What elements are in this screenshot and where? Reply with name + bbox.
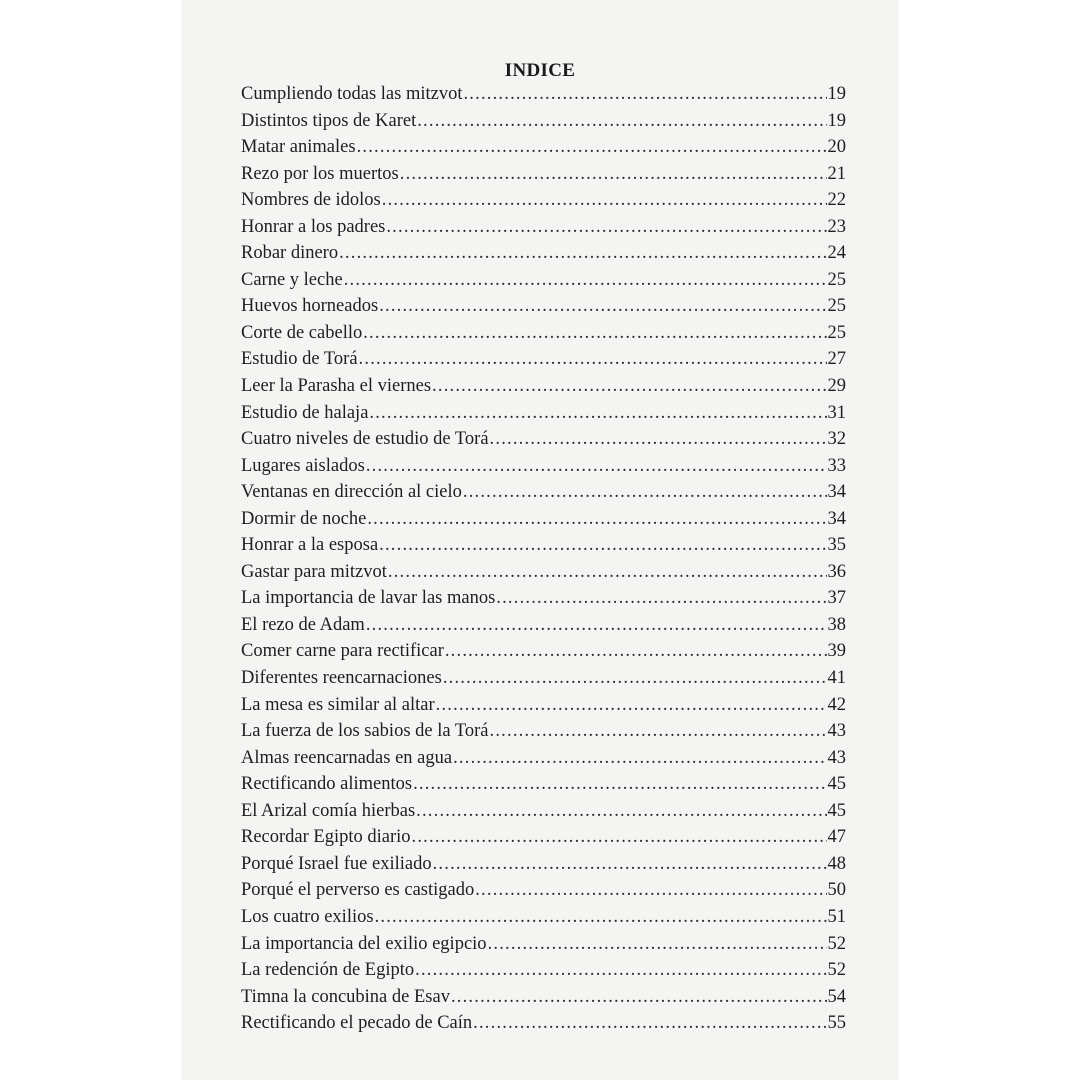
toc-entry [241,907,846,934]
toc-entry-page-number: 55 [827,1013,846,1034]
dot-leader [382,190,827,211]
toc-entry-page-number: 48 [827,853,846,874]
toc-entry-label: La importancia del exilio egipcio [241,933,487,954]
toc-entry-label: Nombres de idolos [241,190,381,211]
dot-leader [412,827,827,848]
toc-entry-page-number: 42 [827,694,846,715]
dot-leader [453,748,826,769]
toc-entry-label: Honrar a la esposa [241,535,379,556]
dot-leader [496,588,826,609]
toc-entry-page-number: 43 [827,747,846,768]
toc-entry [241,403,846,430]
toc-entry [241,217,846,244]
dot-leader [473,1013,826,1034]
toc-entry-label: La fuerza de los sabios de la Torá [241,721,489,742]
dot-leader [436,695,827,716]
toc-entry-label: Recordar Egipto diario [241,827,411,848]
toc-entry [241,562,846,589]
toc-entry-page-number: 22 [827,190,846,211]
toc-entry-label: Lugares aislados [241,455,365,476]
dot-leader [490,721,827,742]
toc-entry-label: Honrar a los padres [241,216,386,237]
dot-leader [359,349,827,370]
dot-leader [475,880,826,901]
toc-entry-label: Robar dinero [241,243,339,264]
toc-entry [241,137,846,164]
toc-entry-label: La importancia de lavar las manos [241,588,496,609]
book-page [181,0,899,1080]
toc-entry [241,615,846,642]
page-title: INDICE [504,60,576,81]
dot-leader [433,854,827,875]
toc-entry-label: Los cuatro exilios [241,906,374,927]
toc-entry [241,296,846,323]
toc-entry [241,960,846,987]
toc-entry-label: Timna la concubina de Esav [241,986,450,1007]
toc-entry-page-number: 43 [827,721,846,742]
toc-entry-label: Comer carne para rectificar [241,641,444,662]
toc-entry [241,668,846,695]
dot-leader [366,456,827,477]
toc-entry-page-number: 19 [827,84,846,104]
toc-entry-label: Matar animales [241,137,356,158]
toc-entry-label: Rectificando alimentos [241,774,413,795]
toc-entry-page-number: 50 [827,880,846,901]
toc-entry [241,1013,846,1040]
toc-entry-page-number: 39 [827,641,846,662]
toc-entry-page-number: 21 [827,163,846,184]
toc-entry-page-number: 34 [827,482,846,503]
toc-entry [241,270,846,297]
toc-entry-page-number: 32 [827,429,846,450]
toc-entry-label: La redención de Egipto [241,960,415,981]
dot-leader [417,111,826,132]
toc-entry [241,509,846,536]
toc-entry-page-number: 25 [827,296,846,317]
dot-leader [432,376,826,397]
toc-entry [241,934,846,961]
dot-leader [463,482,827,503]
toc-entry-page-number: 45 [827,774,846,795]
dot-leader [413,774,826,795]
toc-entry [241,164,846,191]
toc-entry [241,456,846,483]
toc-entry [241,695,846,722]
toc-entry [241,641,846,668]
dot-leader [443,668,827,689]
dot-leader [344,270,827,291]
dot-leader [488,934,827,955]
toc-entry [241,482,846,509]
toc-entry [241,827,846,854]
dot-leader [369,403,826,424]
toc-entry-label: Diferentes reencarnaciones [241,668,442,689]
table-of-contents [241,84,846,1040]
dot-leader [400,164,827,185]
toc-entry [241,748,846,775]
toc-entry-page-number: 27 [827,349,846,370]
toc-entry-page-number: 31 [827,402,846,423]
toc-entry [241,987,846,1014]
toc-entry-label: Dormir de noche [241,508,367,529]
dot-leader [388,562,827,583]
toc-entry-label: Corte de cabello [241,322,363,343]
dot-leader [445,641,827,662]
toc-entry-page-number: 38 [827,614,846,635]
toc-entry [241,588,846,615]
dot-leader [367,509,826,530]
toc-entry-label: Cuatro niveles de estudio de Torá [241,429,489,450]
toc-entry-page-number: 20 [827,137,846,158]
toc-entry [241,376,846,403]
toc-entry-page-number: 41 [827,668,846,689]
toc-entry-page-number: 24 [827,243,846,264]
toc-entry-label: Cumpliendo todas las mitzvot [241,84,463,104]
toc-entry-label: Rectificando el pecado de Caín [241,1013,473,1034]
dot-leader [451,987,827,1008]
toc-entry-page-number: 23 [827,216,846,237]
toc-entry [241,190,846,217]
toc-entry [241,111,846,138]
toc-entry-page-number: 25 [827,269,846,290]
dot-leader [357,137,827,158]
dot-leader [366,615,827,636]
toc-entry-page-number: 51 [827,906,846,927]
toc-entry-page-number: 25 [827,322,846,343]
toc-entry-page-number: 52 [827,960,846,981]
dot-leader [490,429,827,450]
dot-leader [339,243,826,264]
toc-entry [241,84,846,111]
toc-entry [241,801,846,828]
dot-leader [415,960,826,981]
toc-entry [241,349,846,376]
dot-leader [386,217,826,238]
toc-entry-label: El Arizal comía hierbas [241,800,416,821]
toc-entry [241,721,846,748]
toc-entry-page-number: 19 [827,110,846,131]
dot-leader [416,801,826,822]
dot-leader [379,296,826,317]
toc-entry-label: El rezo de Adam [241,614,365,635]
toc-entry-label: Carne y leche [241,269,343,290]
toc-entry [241,535,846,562]
dot-leader [363,323,826,344]
toc-entry-label: La mesa es similar al altar [241,694,435,715]
toc-entry-label: Rezo por los muertos [241,163,399,184]
toc-entry-label: Leer la Parasha el viernes [241,376,432,397]
toc-entry [241,323,846,350]
toc-entry [241,429,846,456]
dot-leader [379,535,826,556]
toc-entry-label: Estudio de Torá [241,349,358,370]
toc-entry-label: Huevos horneados [241,296,379,317]
toc-entry-page-number: 37 [827,588,846,609]
toc-entry-page-number: 36 [827,561,846,582]
toc-entry-page-number: 29 [827,376,846,397]
toc-entry [241,880,846,907]
toc-entry-page-number: 35 [827,535,846,556]
toc-entry-page-number: 52 [827,933,846,954]
toc-entry-label: Distintos tipos de Karet [241,110,417,131]
toc-entry [241,854,846,881]
toc-entry-label: Porqué Israel fue exiliado [241,853,432,874]
toc-entry-label: Ventanas en dirección al cielo [241,482,462,503]
toc-entry-label: Estudio de halaja [241,402,369,423]
toc-entry-label: Porqué el perverso es castigado [241,880,475,901]
toc-entry [241,774,846,801]
toc-entry-label: Gastar para mitzvot [241,561,387,582]
dot-leader [375,907,827,928]
toc-entry-page-number: 33 [827,455,846,476]
dot-leader [463,84,826,105]
toc-entry-page-number: 34 [827,508,846,529]
toc-entry-page-number: 54 [827,986,846,1007]
toc-entry-page-number: 47 [827,827,846,848]
toc-entry [241,243,846,270]
toc-entry-page-number: 45 [827,800,846,821]
toc-entry-label: Almas reencarnadas en agua [241,747,453,768]
